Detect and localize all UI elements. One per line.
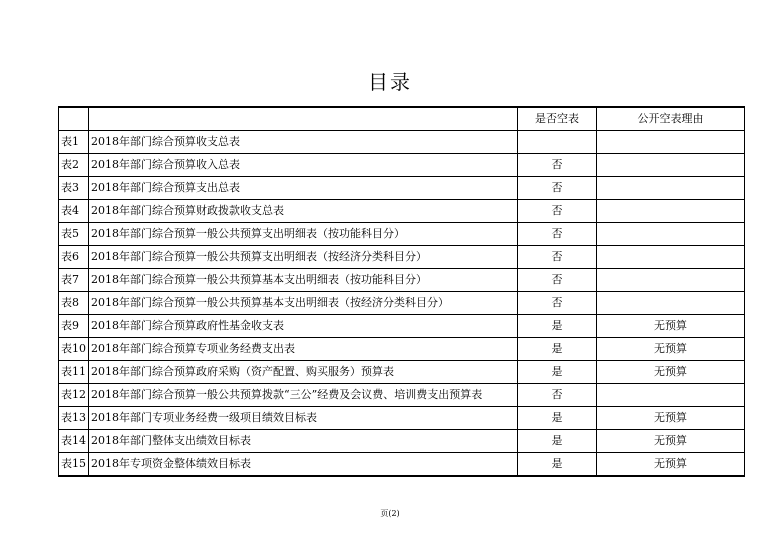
row-name: 2018年部门综合预算收入总表 — [89, 154, 518, 177]
table-row — [59, 246, 745, 269]
row-name: 2018年部门综合预算一般公共预算拨款“三公”经费及会议费、培训费支出预算表 — [89, 384, 518, 407]
row-reason: 无预算 — [597, 430, 745, 453]
row-is-empty — [518, 131, 597, 154]
row-is-empty: 否 — [518, 223, 597, 246]
table-row — [59, 361, 745, 384]
row-is-empty: 是 — [518, 361, 597, 384]
table-row — [59, 407, 745, 430]
row-reason — [597, 269, 745, 292]
row-is-empty: 是 — [518, 407, 597, 430]
row-is-empty: 否 — [518, 384, 597, 407]
row-id: 表13 — [59, 407, 89, 430]
row-name: 2018年部门综合预算专项业务经费支出表 — [89, 338, 518, 361]
header-reason: 公开空表理由 — [597, 107, 745, 131]
contents-table-body — [59, 107, 745, 476]
row-name: 2018年部门综合预算政府采购（资产配置、购买服务）预算表 — [89, 361, 518, 384]
table-row — [59, 315, 745, 338]
row-id: 表2 — [59, 154, 89, 177]
table-row — [59, 223, 745, 246]
row-id: 表7 — [59, 269, 89, 292]
row-id: 表9 — [59, 315, 89, 338]
row-is-empty: 否 — [518, 292, 597, 315]
row-reason — [597, 154, 745, 177]
table-row — [59, 269, 745, 292]
row-id: 表11 — [59, 361, 89, 384]
row-name: 2018年部门综合预算一般公共预算支出明细表（按经济分类科目分） — [89, 246, 518, 269]
row-is-empty: 否 — [518, 154, 597, 177]
row-id: 表5 — [59, 223, 89, 246]
row-reason: 无预算 — [597, 315, 745, 338]
table-row — [59, 200, 745, 223]
row-name: 2018年部门整体支出绩效目标表 — [89, 430, 518, 453]
table-row — [59, 292, 745, 315]
contents-table — [58, 106, 745, 477]
row-name: 2018年部门综合预算支出总表 — [89, 177, 518, 200]
row-reason — [597, 177, 745, 200]
row-id: 表4 — [59, 200, 89, 223]
row-reason — [597, 200, 745, 223]
page-footer: 页(2) — [380, 509, 400, 518]
row-is-empty: 是 — [518, 430, 597, 453]
header-is-empty: 是否空表 — [518, 107, 597, 131]
row-name: 2018年部门综合预算财政拨款收支总表 — [89, 200, 518, 223]
row-is-empty: 否 — [518, 177, 597, 200]
row-is-empty: 否 — [518, 246, 597, 269]
row-reason — [597, 246, 745, 269]
row-name: 2018年部门专项业务经费一级项目绩效目标表 — [89, 407, 518, 430]
table-row — [59, 384, 745, 407]
table-header-row — [59, 107, 745, 131]
row-reason: 无预算 — [597, 361, 745, 384]
row-name: 2018年专项资金整体绩效目标表 — [89, 453, 518, 477]
row-name: 2018年部门综合预算一般公共预算支出明细表（按功能科目分） — [89, 223, 518, 246]
row-reason — [597, 223, 745, 246]
row-id: 表3 — [59, 177, 89, 200]
row-is-empty: 否 — [518, 200, 597, 223]
row-name: 2018年部门综合预算一般公共预算基本支出明细表（按经济分类科目分） — [89, 292, 518, 315]
row-is-empty: 是 — [518, 453, 597, 477]
header-name-cell — [89, 107, 518, 131]
row-is-empty: 是 — [518, 338, 597, 361]
row-id: 表1 — [59, 131, 89, 154]
row-name: 2018年部门综合预算政府性基金收支表 — [89, 315, 518, 338]
row-reason: 无预算 — [597, 338, 745, 361]
row-name: 2018年部门综合预算收支总表 — [89, 131, 518, 154]
row-reason — [597, 384, 745, 407]
row-id: 表12 — [59, 384, 89, 407]
table-row — [59, 177, 745, 200]
row-id: 表6 — [59, 246, 89, 269]
table-row — [59, 154, 745, 177]
row-reason: 无预算 — [597, 407, 745, 430]
row-id: 表10 — [59, 338, 89, 361]
row-name: 2018年部门综合预算一般公共预算基本支出明细表（按功能科目分） — [89, 269, 518, 292]
row-is-empty: 否 — [518, 269, 597, 292]
table-row — [59, 430, 745, 453]
table-row — [59, 453, 745, 477]
row-reason: 无预算 — [597, 453, 745, 477]
header-id-cell — [59, 107, 89, 131]
row-id: 表15 — [59, 453, 89, 477]
table-row — [59, 131, 745, 154]
page-title: 目录 — [368, 70, 412, 94]
row-is-empty: 是 — [518, 315, 597, 338]
row-reason — [597, 292, 745, 315]
row-id: 表14 — [59, 430, 89, 453]
table-row — [59, 338, 745, 361]
row-id: 表8 — [59, 292, 89, 315]
row-reason — [597, 131, 745, 154]
